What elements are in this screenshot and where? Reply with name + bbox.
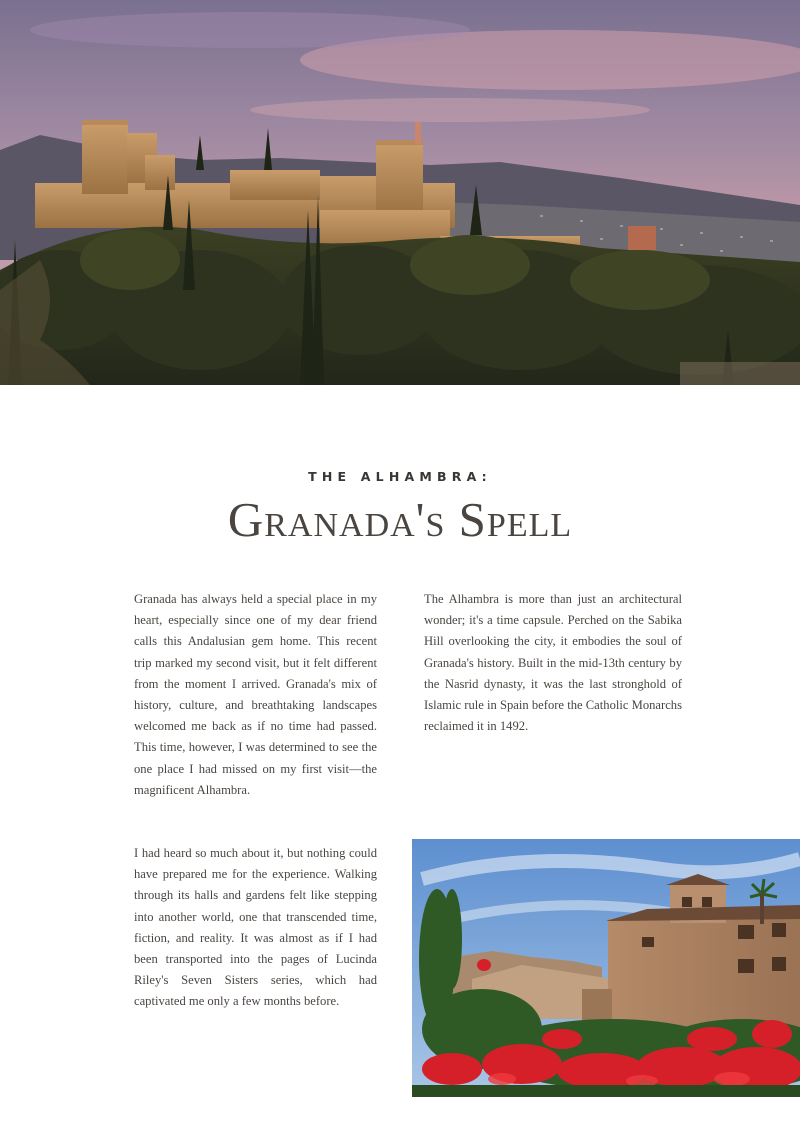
paragraph-history: The Alhambra is more than just an architectural wonder; it's a time capsule. Perched on the Sabika Hill overlooking the city, it embodies the soul of Granada's history. Built in the mid-13th century by the Nasrid dynasty, it was the last stronghold of Islamic rule in Spain before the Catholic Monarchs reclaimed it in 1492. — [424, 592, 682, 734]
paragraph-experience: I had heard so much about it, but nothing could have prepared me for the experience. Walking through its halls and gardens felt like stepping into another world, one that transcended time, fiction, and reality. It was almost as if I had been transported into the pages of Lucinda Riley's Seven Sisters series, which had captivated me only a few months before. — [134, 846, 377, 1009]
article-title: Granada's Spell — [227, 492, 573, 547]
article-kicker: THE ALHAMBRA: — [308, 469, 492, 484]
hero-photo-alhambra-dusk — [0, 0, 800, 385]
photo-alhambra-tower-flowers — [412, 839, 800, 1097]
paragraph-intro: Granada has always held a special place in my heart, especially since one of my dear friend calls this Andalusian gem home. This recent trip marked my second visit, but it felt different from the moment I arrived. Granada's mix of history, culture, and breathtaking landscapes welcomed me back as if no time had passed. This time, however, I was determined to see the one place I had missed on my first visit—the magnificent Alhambra. — [134, 592, 377, 797]
